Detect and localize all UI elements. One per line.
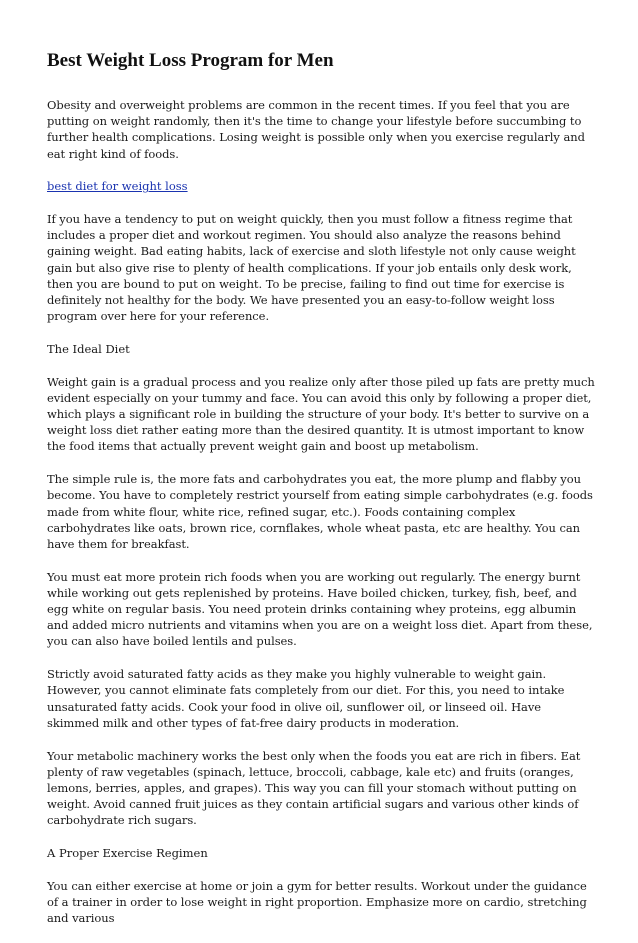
section-heading-diet: The Ideal Diet <box>47 341 130 356</box>
body-paragraph-5: You must eat more protein rich foods when you are working out regularly. The energy burnt while working out gets replenished by proteins. Have boiled chicken, turkey, fish, beef, and egg white on regular basis. You need protein drinks containing whey proteins, egg albumin and added micro nutrients and vitamins when you are on a weight loss diet. Apart from these, you can also have boiled lentils and pulses. <box>47 569 593 649</box>
document-page <box>47 48 595 943</box>
link-paragraph <box>47 178 595 194</box>
diet-link[interactable]: best diet for weight loss <box>47 179 188 194</box>
intro-paragraph: Obesity and overweight problems are common in the recent times. If you feel that you are putting on weight randomly, then it's the time to change your lifestyle before succumbing to further health complications. Losing weight is possible only when you exercise regularly and eat right kind of foods. <box>47 98 585 161</box>
body-paragraph-4: The simple rule is, the more fats and carbohydrates you eat, the more plump and flabby you become. You have to completely restrict yourself from eating simple carbohydrates (e.g. foods made from white flour, white rice, refined sugar, etc.). Foods containing complex carbohydrates like oats, brown rice, cornflakes, whole wheat pasta, etc are healthy. You can have them for breakfast. <box>47 472 593 551</box>
body-paragraph-3: Weight gain is a gradual process and you realize only after those piled up fats are pretty much evident especially on your tummy and face. You can avoid this only by following a proper diet, which plays a significant role in building the structure of your body. It's better to survive on a weight loss diet rather eating more than the desired quantity. It is utmost important to know the food items that actually prevent weight gain and boost up metabolism. <box>47 374 595 454</box>
body-paragraph-8: You can either exercise at home or join a gym for better results. Workout under the guidance of a trainer in order to lose weight in right proportion. Emphasize more on cardio, stretching and various <box>47 878 587 926</box>
body-paragraph-7: Your metabolic machinery works the best only when the foods you eat are rich in fibers. Eat plenty of raw vegetables (spinach, lettuce, broccoli, cabbage, kale etc) and fruits (oranges, lemons, berries, apples, and grapes). This way you can fill your stomach without putting on weight. Avoid canned fruit juices as they contain artificial sugars and various other kinds of carbohydrate rich sugars. <box>47 748 581 828</box>
body-paragraph-2: If you have a tendency to put on weight quickly, then you must follow a fitness regime that includes a proper diet and workout regimen. You should also analyze the reasons behind gaining weight. Bad eating habits, lack of exercise and sloth lifestyle not only cause weight gain but also give rise to plenty of health complications. If your job entails only desk work, then you are bound to put on weight. To be precise, failing to find out time for exercise is definitely not healthy for the body. We have presented you an easy-to-follow weight loss program over here for your reference. <box>47 212 576 324</box>
section-heading-exercise: A Proper Exercise Regimen <box>47 846 208 861</box>
body-paragraph-6: Strictly avoid saturated fatty acids as they make you highly vulnerable to weight gain. However, you cannot eliminate fats completely from our diet. For this, you need to intake unsaturated fatty acids. Cook your food in olive oil, sunflower oil, or linseed oil. Have skimmed milk and other types of fat-free dairy products in moderation. <box>47 667 565 730</box>
document-title: Best Weight Loss Program for Men <box>47 50 334 71</box>
